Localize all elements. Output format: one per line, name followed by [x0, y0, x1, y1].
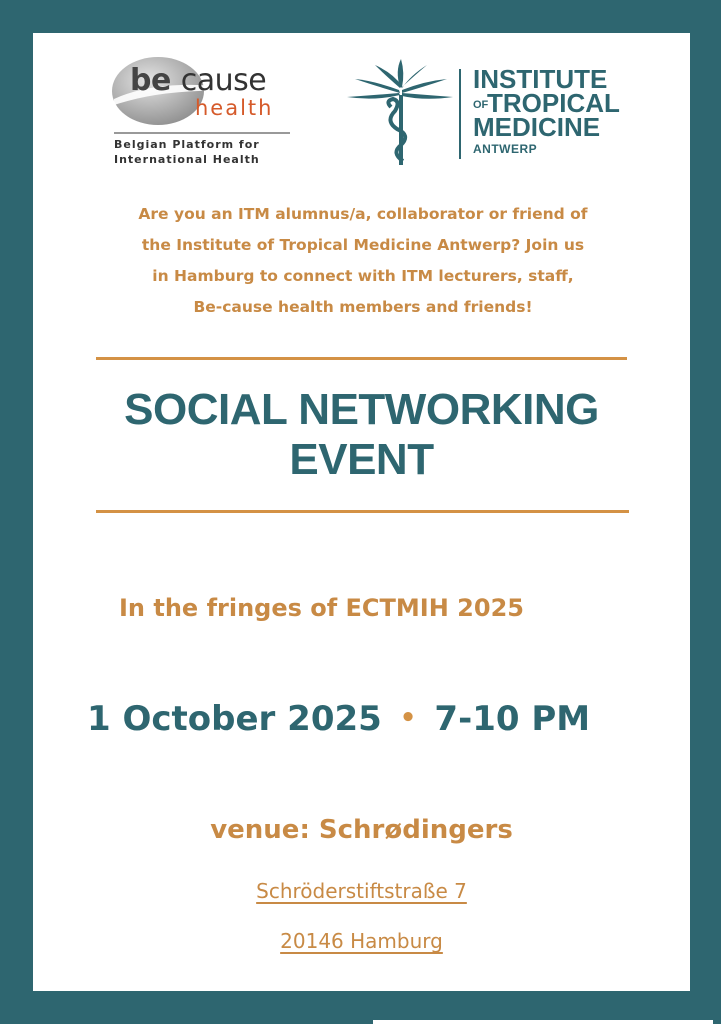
footer-line — [373, 1020, 713, 1024]
address-street-link[interactable]: Schröderstiftstraße 7 — [256, 879, 467, 903]
itm-name: INSTITUTE OFTROPICAL MEDICINE ANTWERP — [473, 64, 620, 156]
event-time: 7-10 PM — [434, 699, 591, 739]
itm-divider — [459, 69, 461, 159]
divider-top — [96, 357, 627, 360]
logo-divider — [114, 132, 290, 134]
divider-bottom — [96, 510, 629, 513]
intro-text: Are you an ITM alumnus/a, collaborator or friend of the Institute of Tropical Medicine Antwerp? Join us in Hamburg to connect with ITM lecturers, staff, Be-cause health members and friends! — [138, 205, 588, 316]
palm-snake-icon — [345, 57, 455, 169]
date-time — [87, 699, 647, 739]
fringes-text: In the fringes of ECTMIH 2025 — [119, 594, 524, 622]
venue: venue: Schrødingers — [210, 815, 513, 845]
itm-logo — [345, 57, 645, 169]
because-health-logo — [110, 53, 295, 171]
because-subtitle: Belgian Platform for International Health — [114, 138, 260, 166]
event-title: SOCIAL NETWORKING EVENT — [124, 385, 599, 484]
event-date: 1 October 2025 — [87, 699, 382, 739]
because-text: be cause — [130, 63, 267, 98]
flyer-page — [33, 33, 690, 991]
address-city-link[interactable]: 20146 Hamburg — [280, 929, 443, 953]
health-text: health — [195, 96, 274, 120]
bullet-separator: • — [399, 703, 417, 733]
